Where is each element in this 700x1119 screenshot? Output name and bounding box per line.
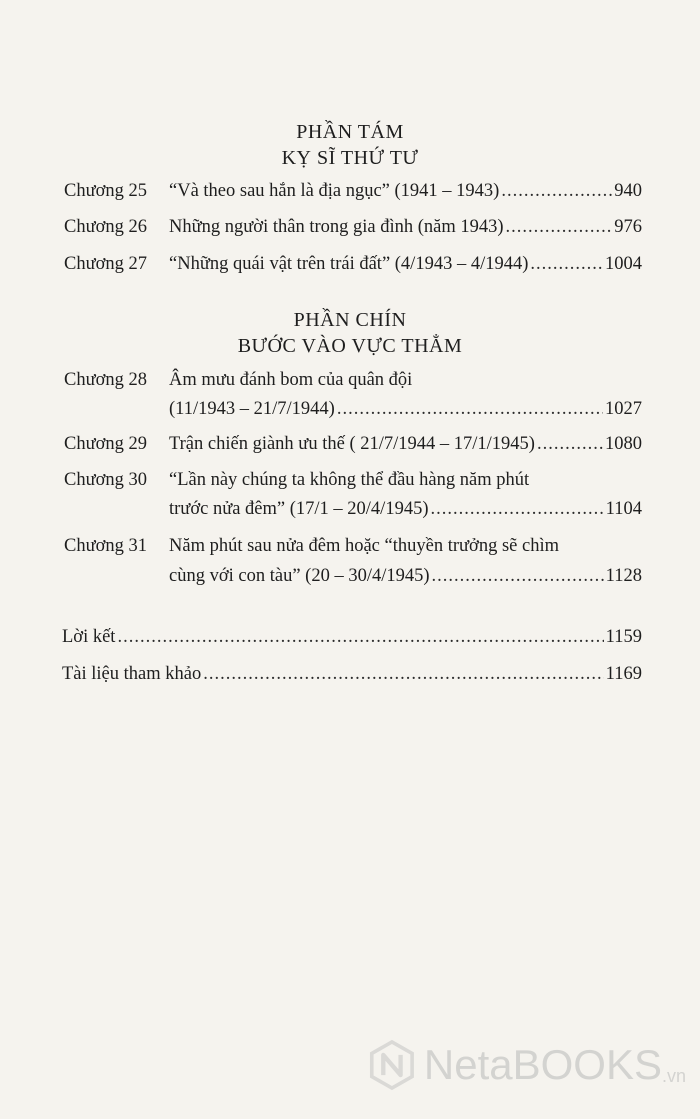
dot-leader — [432, 562, 604, 590]
page-number: 1169 — [605, 664, 642, 684]
toc-entry-line — [169, 562, 642, 590]
dot-leader — [431, 495, 604, 523]
watermark-suffix: .vn — [661, 1066, 686, 1086]
toc-entry-line — [169, 213, 642, 241]
chapter-number: Chương 29 — [64, 434, 148, 454]
toc-entry-line — [169, 177, 642, 205]
dot-leader — [501, 177, 612, 205]
page-number: 976 — [614, 217, 642, 237]
entry-title: Tài liệu tham khảo — [62, 664, 202, 684]
toc-entry-line — [169, 466, 642, 494]
page-number: 1080 — [605, 434, 642, 454]
part-label: PHẦN CHÍN — [293, 309, 407, 331]
chapter-number: Chương 28 — [64, 370, 148, 390]
toc-entry-line — [169, 532, 642, 560]
dot-leader — [530, 250, 603, 278]
watermark-brand: NetaBOOKS — [423, 1041, 662, 1088]
toc-entry-line — [169, 366, 642, 394]
page-number: 1159 — [605, 627, 642, 647]
toc-entry-line — [169, 430, 642, 458]
chapter-title-cont: (11/1943 – 21/7/1944) — [169, 399, 335, 419]
chapter-title-cont: cùng với con tàu” (20 – 30/4/1945) — [169, 566, 430, 586]
chapter-title: “Và theo sau hắn là địa ngục” (1941 – 1943) — [169, 181, 500, 201]
page-number: 1004 — [605, 254, 642, 274]
chapter-title: “Những quái vật trên trái đất” (4/1943 – 4/1944) — [169, 254, 529, 274]
chapter-number: Chương 25 — [64, 181, 148, 201]
dot-leader — [203, 660, 603, 688]
page-number: 1027 — [605, 399, 642, 419]
chapter-number: Chương 31 — [64, 536, 148, 556]
chapter-number: Chương 26 — [64, 217, 148, 237]
chapter-number: Chương 30 — [64, 470, 148, 490]
toc-entry-line — [169, 495, 642, 523]
toc-entry-line — [169, 395, 642, 423]
toc-entry-line — [62, 660, 642, 688]
page-number: 1104 — [605, 499, 642, 519]
toc-entry-line — [62, 623, 642, 651]
chapter-title: Năm phút sau nửa đêm hoặc “thuyền trưởng sẽ chìm — [169, 536, 559, 556]
page-number: 1128 — [605, 566, 642, 586]
page-number: 940 — [614, 181, 642, 201]
part-title: KỴ SĨ THỨ TƯ — [281, 147, 419, 169]
chapter-number: Chương 27 — [64, 254, 148, 274]
part-heading-8 — [0, 119, 700, 171]
part-label: PHẦN TÁM — [296, 121, 404, 143]
dot-leader — [537, 430, 603, 458]
chapter-title: “Lần này chúng ta không thể đầu hàng năm phút — [169, 470, 530, 490]
chapter-title: Trận chiến giành ưu thế ( 21/7/1944 – 17/1/1945) — [169, 434, 535, 454]
dot-leader — [117, 623, 603, 651]
chapter-title: Âm mưu đánh bom của quân đội — [169, 370, 413, 390]
chapter-title-cont: trước nửa đêm” (17/1 – 20/4/1945) — [169, 499, 429, 519]
toc-entry-line — [169, 250, 642, 278]
entry-title: Lời kết — [62, 627, 116, 647]
dot-leader — [337, 395, 603, 423]
chapter-title: Những người thân trong gia đình (năm 1943) — [169, 217, 504, 237]
dot-leader — [506, 213, 613, 241]
part-title: BƯỚC VÀO VỰC THẲM — [237, 335, 463, 357]
watermark — [366, 1025, 686, 1105]
part-heading-9 — [0, 307, 700, 359]
netabooks-logo-icon — [366, 1029, 418, 1101]
